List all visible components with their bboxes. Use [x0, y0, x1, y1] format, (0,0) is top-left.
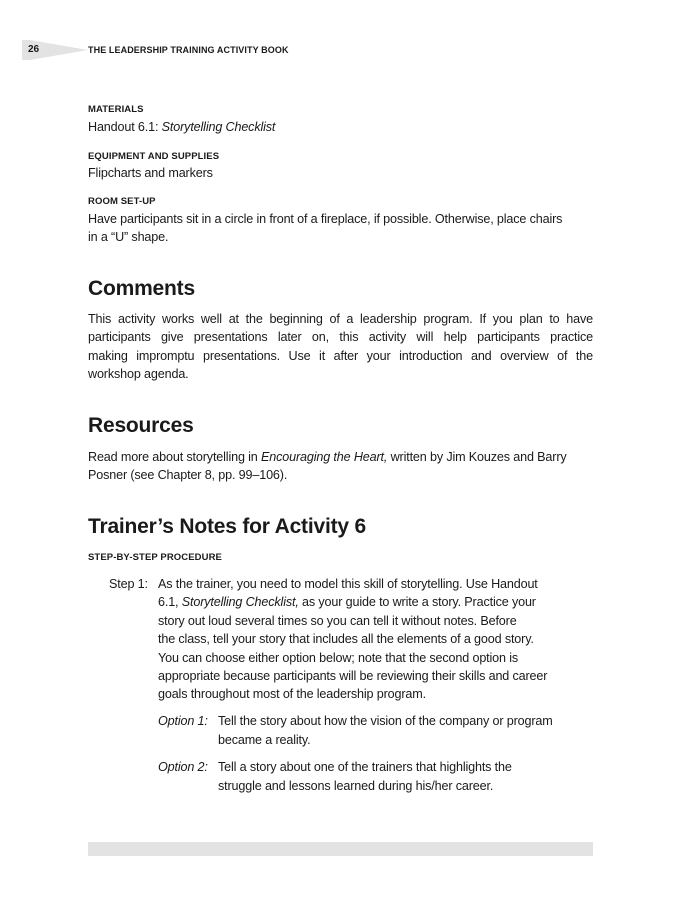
equipment-label: EQUIPMENT AND SUPPLIES — [88, 151, 220, 162]
materials-text — [88, 120, 275, 134]
procedure-label: STEP-BY-STEP PROCEDURE — [88, 552, 222, 563]
step-line: story out loud several times so you can tell it without notes. Before — [158, 614, 517, 628]
equipment-text: Flipcharts and markers — [88, 166, 213, 180]
room-line: Have participants sit in a circle in front of a fireplace, if possible. Otherwise, place chairs — [88, 212, 563, 226]
page-number: 26 — [28, 44, 40, 55]
room-label: ROOM SET-UP — [88, 196, 156, 207]
option-line: became a reality. — [218, 733, 311, 747]
option-line: Tell a story about one of the trainers that highlights the — [218, 760, 512, 774]
comments-line: This activity works well at the beginning of a leadership program. If you plan to have — [88, 312, 593, 326]
step-text: as your guide to write a story. Practice your — [298, 595, 536, 609]
option-label: Option 2: — [158, 760, 208, 774]
step-text: 6.1, — [158, 595, 182, 609]
comments-heading: Comments — [88, 277, 195, 300]
handout-title: Storytelling Checklist, — [181, 595, 299, 609]
resources-line: Posner (see Chapter 8, pp. 99–106). — [88, 468, 288, 482]
step-line: As the trainer, you need to model this skill of storytelling. Use Handout — [158, 577, 538, 591]
step-line: the class, tell your story that includes all the elements of a good story. — [158, 632, 534, 646]
option-line: Tell the story about how the vision of the company or program — [218, 714, 553, 728]
resources-text: written by Jim Kouzes and Barry — [387, 450, 567, 464]
materials-handout-title: Storytelling Checklist — [161, 120, 276, 134]
comments-line: making impromptu presentations. Use it after your introduction and overview of the — [88, 349, 593, 363]
comments-line: participants give presentations later on, this activity will help participants practice — [88, 330, 593, 344]
step-line: appropriate because participants will be reviewing their skills and career — [158, 669, 548, 683]
step-label: Step 1: — [109, 577, 148, 591]
materials-label: MATERIALS — [88, 104, 144, 115]
resources-heading: Resources — [88, 414, 194, 437]
resources-line — [88, 450, 567, 464]
room-line: in a “U” shape. — [88, 230, 169, 244]
book-title: Encouraging the Heart, — [261, 450, 388, 464]
option-label: Option 1: — [158, 714, 208, 728]
step-line: You can choose either option below; note that the second option is — [158, 651, 519, 665]
step-line — [158, 595, 536, 609]
option-line: struggle and lessons learned during his/her career. — [218, 779, 494, 793]
step-line: goals throughout most of the leadership program. — [158, 687, 426, 701]
running-title: THE LEADERSHIP TRAINING ACTIVITY BOOK — [88, 45, 289, 55]
resources-text: Read more about storytelling in — [88, 450, 262, 464]
comments-line: workshop agenda. — [88, 367, 189, 381]
footer-bar — [88, 842, 593, 856]
trainer-notes-heading: Trainer’s Notes for Activity 6 — [88, 515, 366, 538]
materials-prefix: Handout 6.1: — [88, 120, 162, 134]
